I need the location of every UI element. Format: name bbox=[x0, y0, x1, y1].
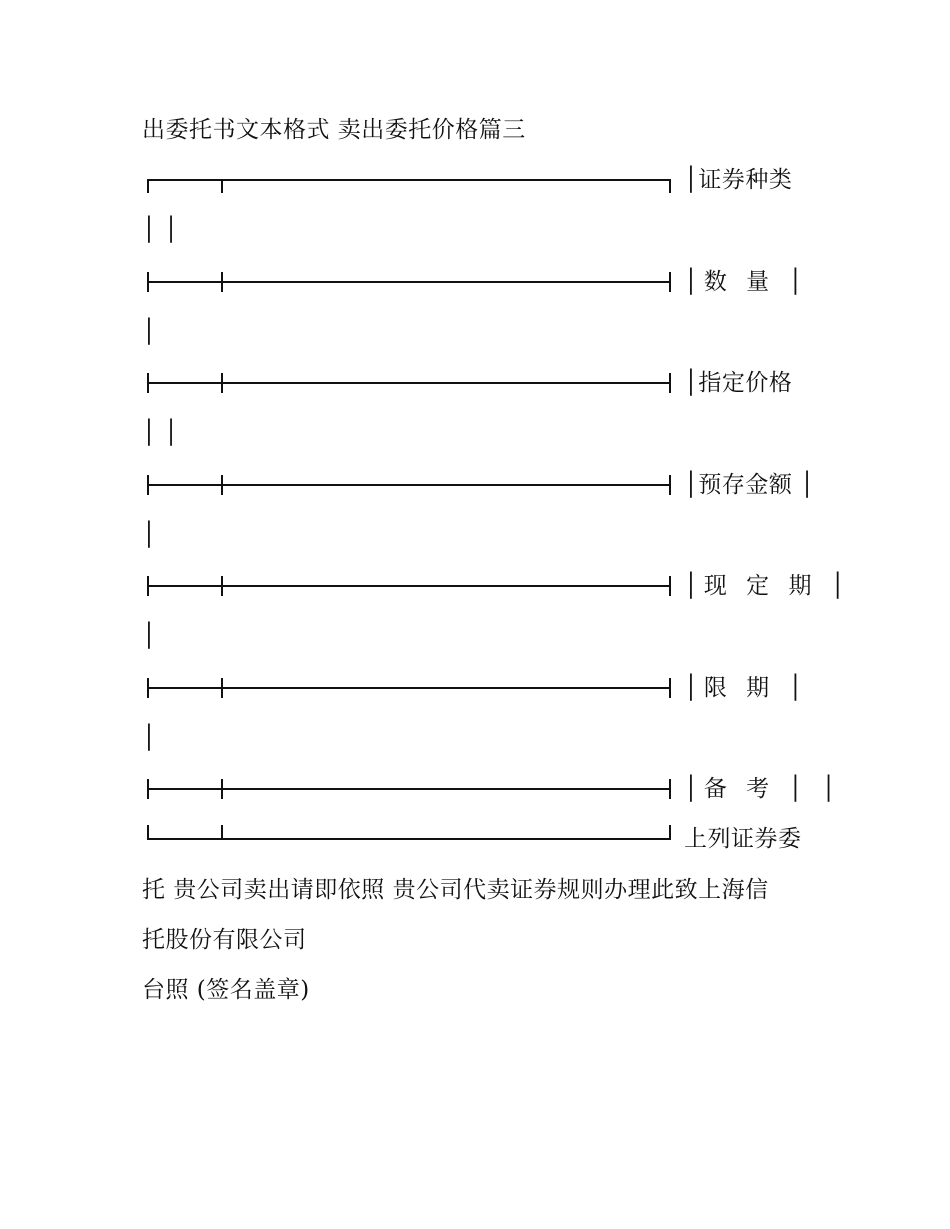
row-label-remarks: │备 考 │ │ bbox=[684, 776, 842, 802]
body-paragraph-line-1: 托 贵公司卖出请即依照 贵公司代卖证券规则办理此致上海信 bbox=[142, 877, 769, 903]
row-separator-marks: │ bbox=[142, 319, 157, 345]
row-separator-marks: │ │ bbox=[142, 217, 179, 243]
document-title: 出委托书文本格式 卖出委托价格篇三 bbox=[142, 117, 526, 143]
row-label-security-type: │证券种类 bbox=[684, 167, 793, 193]
signature-line: 台照 (签名盖章) bbox=[142, 977, 310, 1003]
row-label-specified-price: │指定价格 bbox=[684, 370, 793, 396]
closing-label: 上列证券委 bbox=[684, 826, 802, 852]
row-label-time-limit: │限 期 │ bbox=[684, 675, 809, 701]
body-paragraph-line-2: 托股份有限公司 bbox=[142, 927, 307, 953]
row-separator-marks: │ bbox=[142, 522, 157, 548]
row-label-fixed-term: │现 定 期 │ bbox=[684, 573, 851, 599]
row-label-quantity: │数 量 │ bbox=[684, 269, 809, 295]
row-separator-marks: │ │ bbox=[142, 420, 179, 446]
row-label-deposit-amount: │预存金额 │ bbox=[684, 472, 815, 498]
row-separator-marks: │ bbox=[142, 725, 157, 751]
row-separator-marks: │ bbox=[142, 623, 157, 649]
